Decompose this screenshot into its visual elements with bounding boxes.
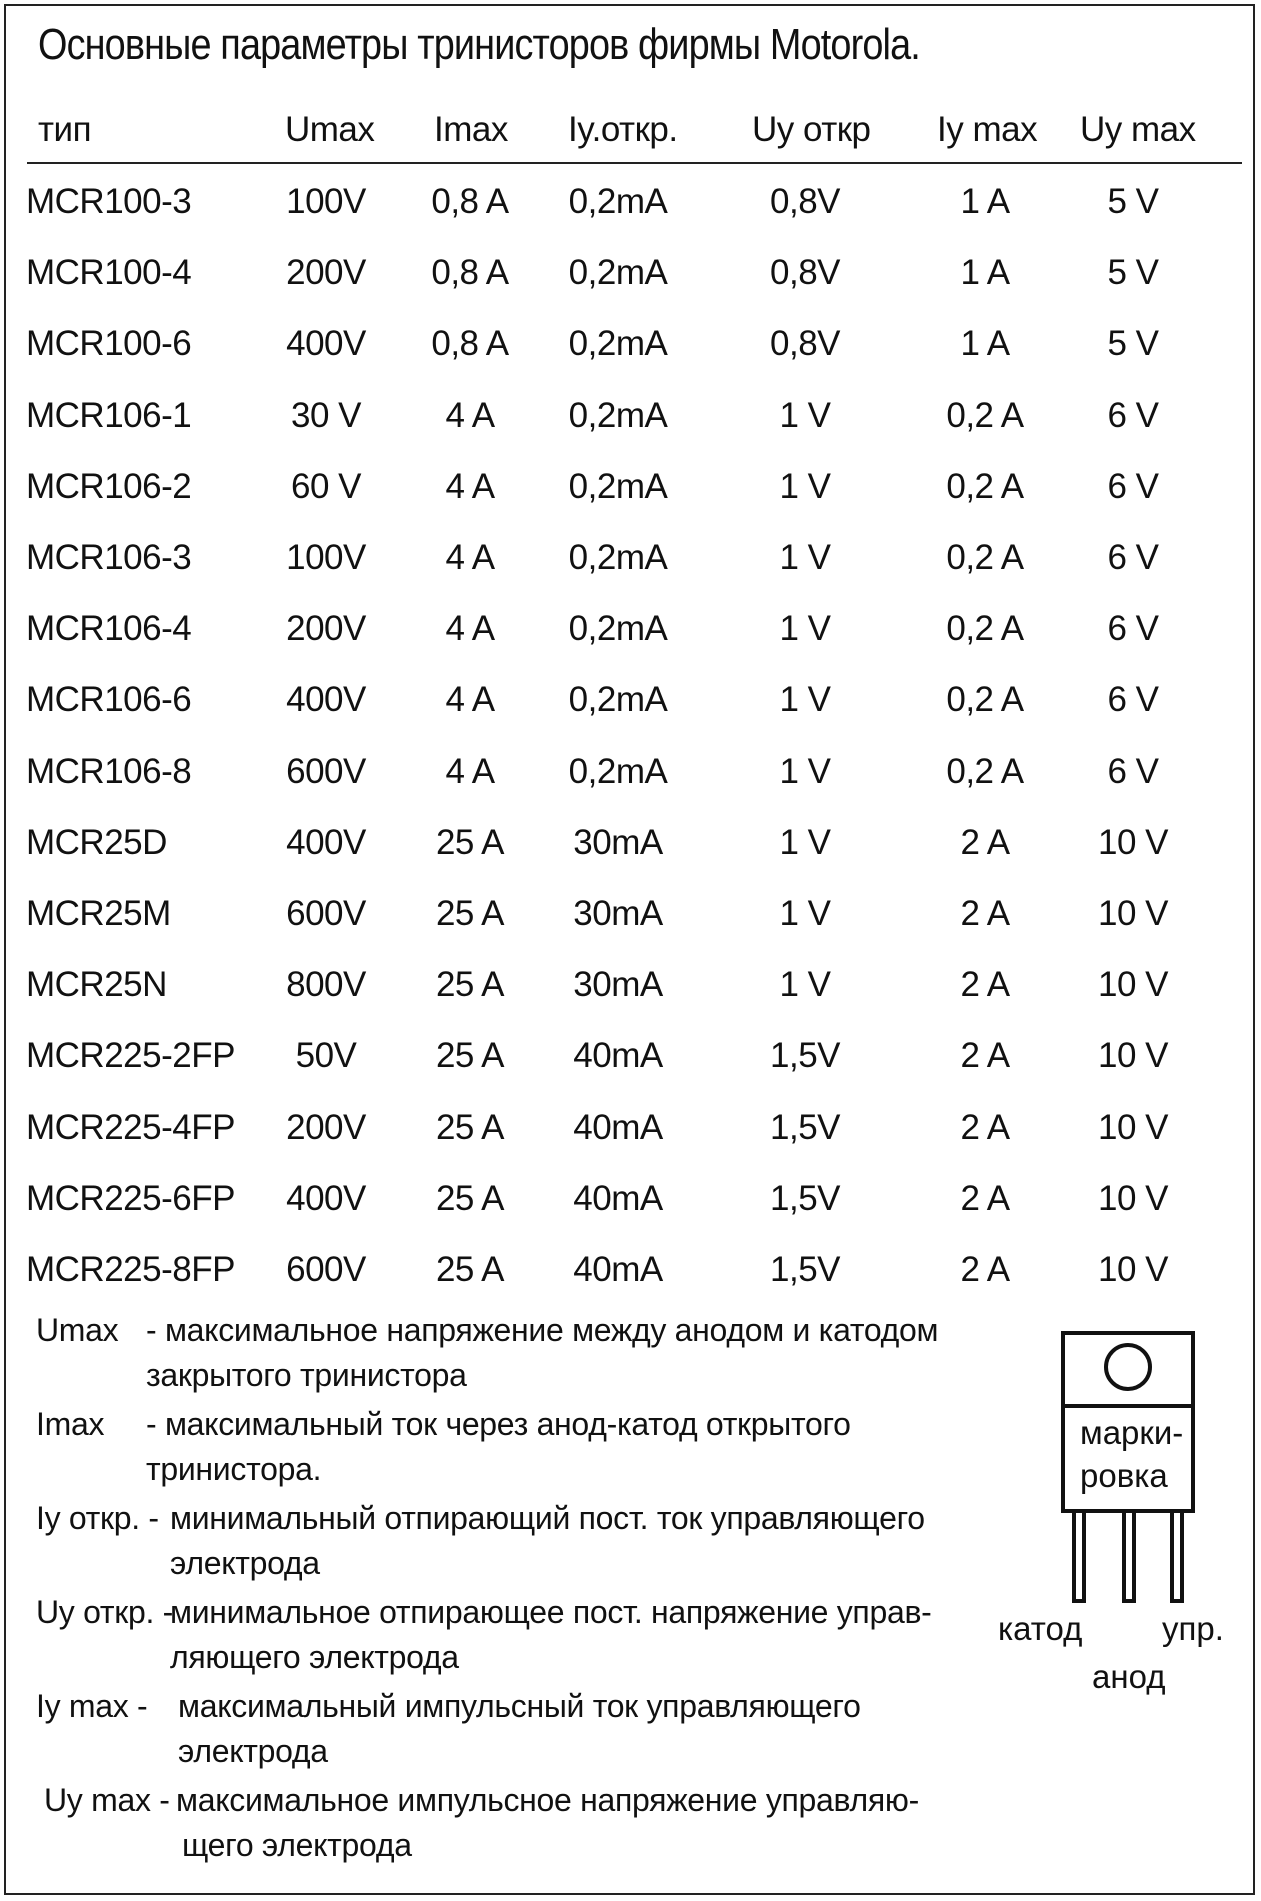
cell-imax: 25 A <box>435 965 505 1005</box>
cell-type: MCR100-3 <box>26 182 192 221</box>
table-row <box>0 680 1261 751</box>
cell-imax: 0,8 A <box>431 253 509 293</box>
cell-type: MCR225-8FP <box>26 1250 235 1289</box>
legend-desc-line2: тринистора. <box>146 1451 322 1487</box>
cell-iy-otkr: 0,2mA <box>568 538 668 577</box>
cell-uy-max: 6 V <box>1107 609 1159 649</box>
cell-iy-otkr: 40mA <box>573 1036 663 1076</box>
legend-term: Uy max - <box>44 1782 170 1818</box>
cell-uy-otkr: 1,5V <box>770 1107 840 1147</box>
cell-type: MCR25N <box>26 965 167 1005</box>
legend-desc-line1: минимальное отпирающее пост. напряжение управ- <box>170 1594 932 1630</box>
cell-uy-max: 10 V <box>1098 1107 1168 1147</box>
legend-term: Uy откр. - <box>36 1594 173 1630</box>
table-row <box>0 396 1261 467</box>
cell-iy-max: 0,2 A <box>946 609 1024 649</box>
cell-umax: 800V <box>286 965 366 1005</box>
legend-desc-line1: минимальный отпирающий пост. ток управляющего <box>170 1500 925 1536</box>
cell-iy-otkr: 30mA <box>573 965 663 1005</box>
cell-type: MCR106-3 <box>26 538 192 577</box>
table-row <box>0 253 1261 324</box>
cell-imax: 25 A <box>435 822 505 862</box>
cell-umax: 100V <box>286 538 366 577</box>
cell-iy-max: 0,2 A <box>946 680 1024 720</box>
cell-uy-otkr: 1,5V <box>770 1178 840 1218</box>
cell-iy-otkr: 40mA <box>573 1107 663 1147</box>
cell-uy-otkr: 1 V <box>779 822 831 862</box>
cell-umax: 30 V <box>291 395 361 435</box>
table-row <box>0 1179 1261 1250</box>
cell-iy-otkr: 30mA <box>573 822 663 862</box>
cell-uy-otkr: 0,8V <box>770 182 840 221</box>
cell-imax: 25 A <box>435 1107 505 1147</box>
table-row <box>0 467 1261 538</box>
cell-type: MCR106-4 <box>26 609 192 649</box>
legend-desc-line2: электрода <box>178 1733 328 1769</box>
cell-imax: 25 A <box>435 1036 505 1076</box>
cell-iy-otkr: 0,2mA <box>568 253 668 293</box>
cell-iy-max: 0,2 A <box>946 751 1024 791</box>
cell-imax: 25 A <box>435 894 505 933</box>
legend-desc-line2: электрода <box>170 1545 320 1581</box>
table-row <box>0 538 1261 609</box>
cell-uy-otkr: 1,5V <box>770 1036 840 1076</box>
cell-imax: 0,8 A <box>431 324 509 364</box>
marking-label-line2: ровка <box>1080 1457 1168 1494</box>
legend-desc-line1: максимальный импульсный ток управляющего <box>178 1688 861 1724</box>
table-row <box>0 182 1261 253</box>
table-row <box>0 752 1261 823</box>
cell-iy-max: 1 A <box>960 253 1010 293</box>
legend-desc-line2: щего электрода <box>182 1827 412 1863</box>
cell-type: MCR106-1 <box>26 395 192 435</box>
cell-uy-max: 10 V <box>1098 1036 1168 1076</box>
cell-umax: 200V <box>286 253 366 293</box>
cell-uy-otkr: 1 V <box>779 538 831 577</box>
cell-uy-max: 6 V <box>1107 751 1159 791</box>
legend-term: Iy откр. - <box>36 1500 159 1536</box>
cell-imax: 4 A <box>445 466 495 506</box>
pin-label-gate: упр. <box>1162 1610 1224 1647</box>
cell-umax: 60 V <box>291 466 361 506</box>
cell-uy-max: 5 V <box>1107 324 1159 364</box>
cell-uy-otkr: 1 V <box>779 965 831 1005</box>
cell-iy-otkr: 0,2mA <box>568 680 668 720</box>
cell-umax: 200V <box>286 1107 366 1147</box>
cell-type: MCR225-2FP <box>26 1036 235 1076</box>
table-row <box>0 1036 1261 1107</box>
cell-iy-max: 2 A <box>960 1107 1010 1147</box>
cell-iy-max: 2 A <box>960 1036 1010 1076</box>
cell-type: MCR100-4 <box>26 253 192 293</box>
cell-uy-otkr: 1,5V <box>770 1250 840 1289</box>
cell-imax: 4 A <box>445 609 495 649</box>
cell-iy-max: 2 A <box>960 894 1010 933</box>
cell-imax: 4 A <box>445 680 495 720</box>
legend-desc-line2: закрытого тринистора <box>146 1357 467 1393</box>
to220-package-diagram <box>998 1325 1240 1715</box>
pin-label-cathode: катод <box>998 1610 1083 1647</box>
cell-iy-otkr: 40mA <box>573 1250 663 1289</box>
cell-uy-max: 10 V <box>1098 822 1168 862</box>
cell-umax: 600V <box>286 1250 366 1289</box>
table-row <box>0 823 1261 894</box>
cell-imax: 25 A <box>435 1178 505 1218</box>
cell-uy-otkr: 1 V <box>779 680 831 720</box>
cell-iy-otkr: 0,2mA <box>568 609 668 649</box>
cell-iy-max: 0,2 A <box>946 466 1024 506</box>
cell-uy-otkr: 1 V <box>779 894 831 933</box>
legend-desc-line1: - максимальный ток через анод-катод открытого <box>146 1406 851 1442</box>
cell-uy-otkr: 0,8V <box>770 253 840 293</box>
cell-iy-max: 2 A <box>960 965 1010 1005</box>
cell-umax: 400V <box>286 822 366 862</box>
legend-term: Iy max - <box>36 1688 148 1724</box>
cell-uy-max: 6 V <box>1107 538 1159 577</box>
cell-imax: 25 A <box>435 1250 505 1289</box>
legend-term: Imax <box>36 1406 105 1442</box>
cell-iy-max: 1 A <box>960 324 1010 364</box>
page-title: Основные параметры тринисторов фирмы Motorola. <box>38 20 920 69</box>
column-header-umax: Umax <box>285 110 375 149</box>
cell-iy-otkr: 0,2mA <box>568 395 668 435</box>
cell-umax: 400V <box>286 324 366 364</box>
table-row <box>0 1108 1261 1179</box>
cell-umax: 400V <box>286 1178 366 1218</box>
column-header-uy-max: Uy max <box>1080 110 1196 149</box>
cell-umax: 200V <box>286 609 366 649</box>
cell-uy-max: 6 V <box>1107 680 1159 720</box>
cell-iy-max: 0,2 A <box>946 395 1024 435</box>
table-row <box>0 609 1261 680</box>
cell-umax: 400V <box>286 680 366 720</box>
cell-uy-otkr: 1 V <box>779 395 831 435</box>
legend-desc-line1: - максимальное напряжение между анодом и катодом <box>146 1312 939 1348</box>
column-header-type: тип <box>38 110 92 149</box>
cell-type: MCR100-6 <box>26 324 192 364</box>
cell-type: MCR106-2 <box>26 466 192 506</box>
column-header-imax: Imax <box>434 110 508 149</box>
cell-imax: 4 A <box>445 395 495 435</box>
cell-iy-max: 2 A <box>960 1178 1010 1218</box>
cell-type: MCR106-6 <box>26 680 192 720</box>
cell-type: MCR225-4FP <box>26 1107 235 1147</box>
cell-imax: 4 A <box>445 538 495 577</box>
cell-uy-otkr: 1 V <box>779 751 831 791</box>
table-row <box>0 965 1261 1036</box>
cell-type: MCR25M <box>26 894 171 933</box>
marking-label-line1: марки- <box>1080 1414 1184 1451</box>
cell-type: MCR225-6FP <box>26 1178 235 1218</box>
cell-uy-max: 10 V <box>1098 1178 1168 1218</box>
cell-uy-max: 5 V <box>1107 182 1159 221</box>
legend-term: Umax <box>36 1312 119 1348</box>
column-header-iy-otkr: Iy.откр. <box>568 110 678 149</box>
cell-iy-max: 0,2 A <box>946 538 1024 577</box>
cell-umax: 50V <box>295 1036 357 1076</box>
cell-uy-max: 5 V <box>1107 253 1159 293</box>
cell-type: MCR25D <box>26 822 167 862</box>
cell-uy-otkr: 1 V <box>779 609 831 649</box>
cell-iy-max: 2 A <box>960 1250 1010 1289</box>
table-row <box>0 894 1261 965</box>
cell-uy-max: 6 V <box>1107 466 1159 506</box>
cell-iy-otkr: 0,2mA <box>568 182 668 221</box>
header-divider <box>27 162 1242 164</box>
cell-iy-otkr: 0,2mA <box>568 324 668 364</box>
cell-umax: 100V <box>286 182 366 221</box>
cell-uy-otkr: 0,8V <box>770 324 840 364</box>
cell-imax: 0,8 A <box>431 182 509 221</box>
cell-uy-otkr: 1 V <box>779 466 831 506</box>
cell-type: MCR106-8 <box>26 751 192 791</box>
cell-umax: 600V <box>286 894 366 933</box>
cell-umax: 600V <box>286 751 366 791</box>
cell-iy-otkr: 40mA <box>573 1178 663 1218</box>
column-header-uy-otkr: Uy откр <box>752 110 871 149</box>
legend-desc-line2: ляющего электрода <box>170 1639 459 1675</box>
cell-iy-max: 1 A <box>960 182 1010 221</box>
cell-uy-max: 6 V <box>1107 395 1159 435</box>
cell-imax: 4 A <box>445 751 495 791</box>
table-row <box>0 1250 1261 1321</box>
legend-desc-line1: максимальное импульсное напряжение управляю- <box>176 1782 919 1818</box>
column-header-iy-max: Iy max <box>937 110 1038 149</box>
cell-iy-otkr: 0,2mA <box>568 751 668 791</box>
cell-uy-max: 10 V <box>1098 1250 1168 1289</box>
cell-iy-otkr: 30mA <box>573 894 663 933</box>
cell-iy-max: 2 A <box>960 822 1010 862</box>
pin-label-anode: анод <box>1092 1658 1166 1695</box>
cell-uy-max: 10 V <box>1098 965 1168 1005</box>
table-row <box>0 324 1261 395</box>
cell-iy-otkr: 0,2mA <box>568 466 668 506</box>
cell-uy-max: 10 V <box>1098 894 1168 933</box>
